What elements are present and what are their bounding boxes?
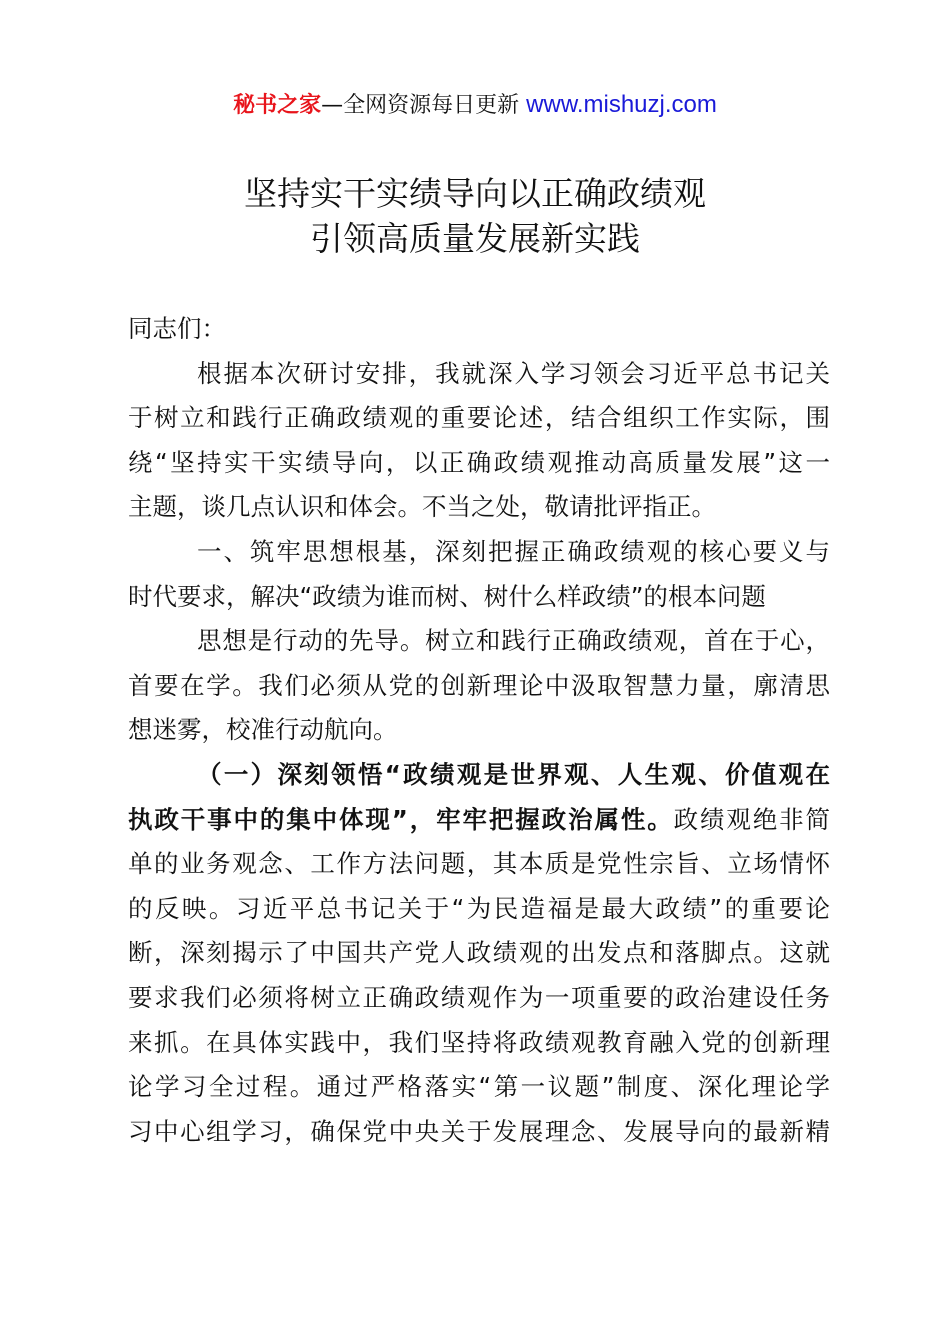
text-segment: 主题，谈几点认识和体会。不当之处，敬请批评指正。: [128, 492, 716, 522]
site-header: [0, 88, 950, 119]
body-text-line: [128, 312, 830, 346]
text-segment: 根据本次研讨安排，我就深入学习领会习近平总书记关: [197, 358, 830, 388]
body-text-line: [128, 847, 830, 881]
body-text-line: [128, 490, 830, 524]
body-text-line: [128, 401, 830, 435]
body-text-line: [128, 1070, 830, 1104]
text-segment: 一、筑牢思想根基，深刻把握正确政绩观的核心要义与: [197, 537, 830, 566]
text-segment: 断，深刻揭示了中国共产党人政绩观的出发点和落脚点。这就: [128, 938, 830, 968]
text-segment: 思想是行动的先导。树立和践行正确政绩观，首在于心，: [197, 626, 830, 656]
document-title-line-1: 坚持实干实绩导向以正确政绩观: [244, 174, 706, 213]
body-text-line: [197, 357, 830, 391]
body-text-line: [128, 892, 830, 926]
body-text-line: [197, 758, 830, 792]
body-text-line: [128, 1115, 830, 1149]
body-text-line: [128, 446, 830, 480]
body-text-line: [128, 669, 830, 703]
body-text-line: [128, 936, 830, 970]
text-segment: 首要在学。我们必须从党的创新理论中汲取智慧力量，廓清思: [128, 670, 830, 700]
text-segment: 来抓。在具体实践中，我们坚持将政绩观教育融入党的创新理: [128, 1027, 830, 1057]
document-title-line-2: 引领高质量发展新实践: [310, 219, 640, 258]
text-segment: 论学习全过程。通过严格落实“第一议题”制度、深化理论学: [128, 1072, 830, 1102]
bold-heading-text: 执政干事中的集中体现”，牢牢把握政治属性。: [128, 804, 674, 834]
text-segment: 时代要求，解决“政绩为谁而树、树什么样政绩”的根本问题: [128, 581, 766, 611]
brand-name: 秘书之家: [233, 93, 322, 118]
text-segment: 要求我们必须将树立正确政绩观作为一项重要的政治建设任务: [128, 983, 830, 1012]
site-url-link[interactable]: www.mishuzj.com: [526, 91, 717, 118]
text-segment: 同志们：: [128, 314, 226, 343]
text-segment: 绕“坚持实干实绩导向，以正确政绩观推动高质量发展”这一: [128, 447, 830, 477]
body-text-line: [128, 713, 830, 747]
text-segment: 想迷雾，校准行动航向。: [128, 715, 398, 745]
text-segment: 习中心组学习，确保党中央关于发展理念、发展导向的最新精: [128, 1116, 830, 1146]
header-tagline: —全网资源每日更新: [321, 93, 527, 118]
text-segment: 政绩观绝非简: [673, 804, 830, 834]
body-text-line: [128, 981, 830, 1015]
text-segment: 的反映。习近平总书记关于“为民造福是最大政绩”的重要论: [128, 893, 830, 923]
text-segment: 于树立和践行正确政绩观的重要论述，结合组织工作实际，围: [128, 403, 830, 433]
bold-heading-text: （一）深刻领悟“政绩观是世界观、人生观、价值观在: [197, 760, 830, 789]
body-text-line: [197, 624, 830, 658]
body-text-line: [197, 535, 830, 569]
body-text-line: [128, 580, 830, 614]
body-text-line: [128, 803, 830, 837]
text-segment: 单的业务观念、工作方法问题，其本质是党性宗旨、立场情怀: [128, 849, 830, 879]
body-text-line: [128, 1026, 830, 1060]
